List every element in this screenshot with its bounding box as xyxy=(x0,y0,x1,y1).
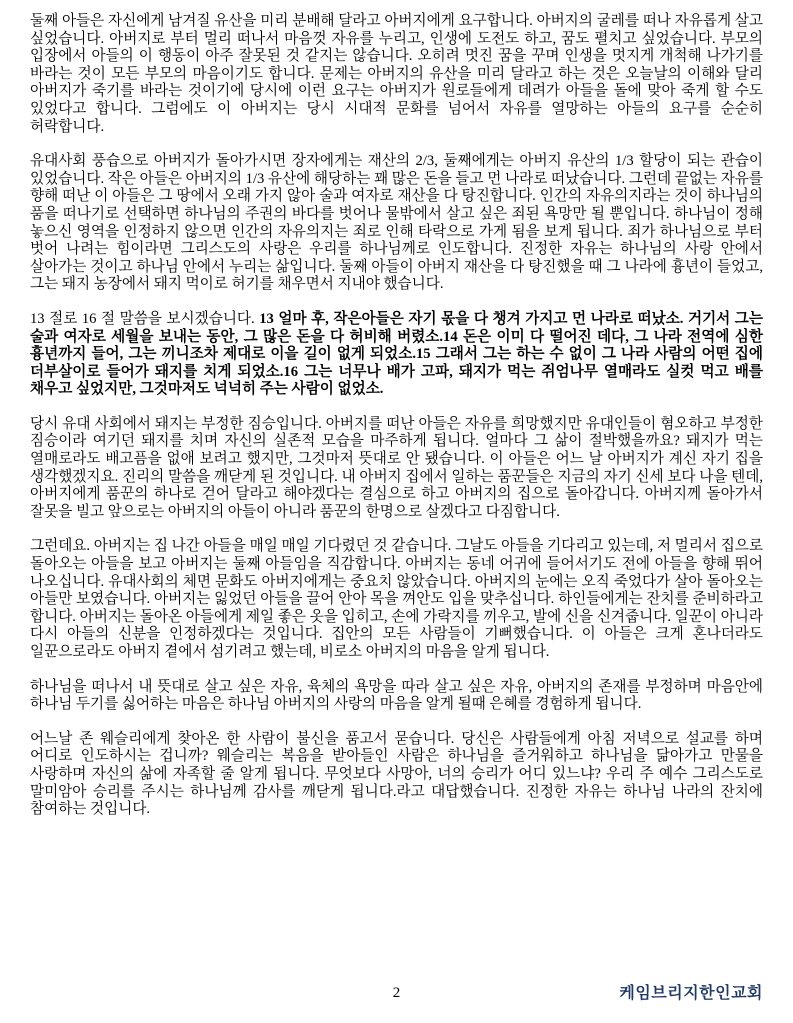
scripture-verse-text: 13 얼마 후, 작은아들은 자기 몫을 다 챙겨 가지고 먼 나라로 떠났소. 거기서 그는 술과 여자로 세월을 보내는 동안, 그 많은 돈을 다 허비해 버렸소.14 돈은 이미 다 떨어진 데다, 그 나라 전역에 심한 흉년까지 들어, 그는 끼니조차 제대로 이을 길이 없게 되었소.15 그래서 그는 하는 수 없이 그 나라 사람의 어떤 집에 더부살이로 들어가 돼지를 치게 되었소.16 그는 너무나 배가 고파, 돼지가 먹는 쥐엄나무 열매라도 실컷 먹고 배를 채우고 싶었지만, 그것마저도 넉넉히 주는 사람이 없었소. xyxy=(30,310,764,398)
page-footer xyxy=(30,985,763,1005)
paragraph-jewish-custom: 유대사회 풍습으로 아버지가 돌아가시면 장자에게는 재산의 2/3, 둘째에게는 아버지 유산의 1/3 할당이 되는 관습이 있었습니다. 작은 아들은 아버지의 1/3 유산에 해당하는 꽤 많은 돈을 들고 먼 나라로 떠났습니다. 그런데 끝없는 자유를 향해 떠난 이 아들은 그 땅에서 오래 가지 않아 술과 여자로 재산을 다 탕진합니다. 인간의 자유의지라는 것이 하나님의 품을 떠나기로 선택하면 하나님의 주권의 바다를 벗어나 물밖에서 살고 싶은 죄된 욕망만 될 뿐입니다. 하나님이 정해 놓으신 영역을 인정하지 않으면 인간의 자유의지는 죄로 인해 타락으로 가게 됨을 보게 됩니다. 죄가 하나님으로 부터 벗어 나려는 힘이라면 그리스도의 사랑은 우리를 하나님께로 인도합니다. 진정한 자유는 하나님의 사랑 안에서 살아가는 것이고 하나님 안에서 누리는 삶입니다. 둘째 아들이 아버지 재산을 다 탕진했을 때 그 나라에 흉년이 들었고, 그는 돼지 농장에서 돼지 먹이로 허기를 채우면서 지내야 했습니다. xyxy=(30,153,763,293)
scripture-intro: 13 절로 16 절 말씀을 보시겠습니다. xyxy=(30,310,260,327)
paragraph-father-welcome: 그런데요. 아버지는 집 나간 아들을 매일 매일 기다렸던 것 같습니다. 그날도 아들을 기다리고 있는데, 저 멀리서 집으로 돌아오는 아들을 보고 아버지는 둘째 아들임을 직감합니다. 아버지는 동네 어귀에 들어서기도 전에 아들을 향해 뛰어 나오십니다. 유대사회의 체면 문화도 아버지에게는 중요치 않았습니다. 아버지의 눈에는 오직 죽었다가 살아 돌아오는 아들만 보였습니다. 아버지는 잃었던 아들을 끌어 안아 목을 껴안도 입을 맞추십니다. 하인들에게는 잔치를 준비하라고 합니다. 아버지는 돌아온 아들에게 제일 좋은 옷을 입히고, 손에 가락지를 끼우고, 발에 신을 신겨줍니다. 일꾼이 아니라 다시 아들의 신분을 인정하겠다는 것입니다. 집안의 모든 사람들이 기뻐했습니다. 이 아들은 크게 혼나더라도 일꾼으로라도 아버지 곁에서 섬기려고 했는데, 비로소 아버지의 마음을 알게 됩니다. xyxy=(30,538,763,660)
scripture-paragraph xyxy=(30,311,763,399)
paragraph-true-freedom-grace: 하나님을 떠나서 내 뜻대로 살고 싶은 자유, 육체의 욕망을 따라 살고 싶은 자유, 아버지의 존재를 부정하며 마음안에 하나님 두기를 싫어하는 마음은 하나님 아버지의 사랑의 마음을 알게 될때 은혜를 경험하게 됩니다. xyxy=(30,678,763,713)
paragraph-john-wesley: 어느날 존 웨슬리에게 찾아온 한 사람이 불신을 품고서 묻습니다. 당신은 사람들에게 아침 저녁으로 설교를 하며 어디로 인도하시는 겁니까? 웨슬리는 복음을 받아들인 사람은 하나님을 즐거워하고 하나님을 닮아가고 만물을 사랑하며 자신의 삶에 자족할 줄 알게 됩니다. 무엇보다 사망아, 너의 승리가 어디 있느냐? 우리 주 예수 그리스도로 말미암아 승리를 주시는 하나님께 감사를 깨닫게 됩니다.라고 대답했습니다. 진정한 자유는 하나님 나라의 잔치에 참여하는 것입니다. xyxy=(30,730,763,818)
page-number: 2 xyxy=(392,985,401,1001)
church-name: 케임브리지한인교회 xyxy=(619,985,763,1002)
sermon-body xyxy=(30,13,763,819)
paragraph-pigs-unclean: 당시 유대 사회에서 돼지는 부정한 짐승입니다. 아버지를 떠난 아들은 자유를 희망했지만 유대인들이 혐오하고 부정한 짐승이라 여기던 돼지를 치며 자신의 실존적 모습을 마주하게 됩니다. 얼마다 그 삶이 절박했을까요? 돼지가 먹는 열매로라도 배고픔을 없애 보려고 했지만, 그것마저 뜻대로 안 됐습니다. 이 아들은 어느 날 아버지가 계신 자기 집을 생각했겠지요. 진리의 말씀을 깨닫게 된 것입니다. 내 아버지 집에서 일하는 품꾼들은 지금의 자기 신세 보다 나을 텐데, 아버지에게 품꾼의 하나로 걷어 달라고 해야겠다는 결심으로 하고 아버지의 집으로 돌아갑니다. 아버지께 돌아가서 잘못을 빌고 앞으로는 아버지의 아들이 아니라 품꾼의 한명으로 살겠다고 다짐합니다. xyxy=(30,415,764,520)
paragraph-inheritance-request: 둘째 아들은 자신에게 남겨질 유산을 미리 분배해 달라고 아버지에게 요구합니다. 아버지의 굴레를 떠나 자유롭게 살고 싶었습니다. 아버지로 부터 멀리 떠나서 마음껏 자유를 누리고, 인생에 도전도 하고, 꿈도 펼치고 싶었습니다. 부모의 입장에서 아들의 이 행동이 아주 잘못된 것 같지는 않습니다. 오히려 멋진 꿈을 꾸며 인생을 멋지게 개척해 나가기를 바라는 것이 모든 부모의 마음이기도 합니다. 문제는 아버지의 유산을 미리 달라고 하는 것은 오늘날의 이해와 달리 아버지가 죽기를 바라는 것이기에 당시에 이런 요구는 아버지가 원로들에게 데려가 아들을 돌에 맞아 죽게 할 수도 있었다고 합니다. 그럼에도 이 아버지는 당시 시대적 문화를 넘어서 자유를 열망하는 아들의 요구를 순순히 허락합니다. xyxy=(30,13,763,135)
